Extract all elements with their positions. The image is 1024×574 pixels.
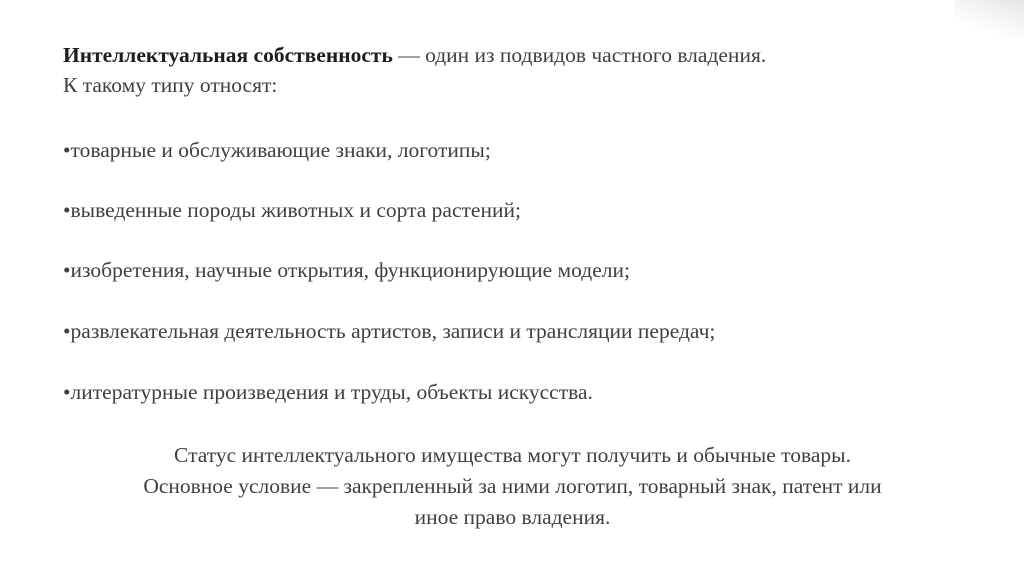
closing-line-2: Основное условие — закрепленный за ними логотип, товарный знак, патент или xyxy=(143,474,882,498)
closing-line-3: иное право владения. xyxy=(414,505,611,529)
lead-in-text: К такому типу относят: xyxy=(63,73,278,97)
list-item: •литературные произведения и труды, объекты искусства. xyxy=(63,380,593,404)
list-item: •развлекательная деятельность артистов, записи и трансляции передач; xyxy=(63,319,716,343)
list-item: •товарные и обслуживающие знаки, логотипы; xyxy=(63,138,491,162)
list-item: •выведенные породы животных и сорта растений; xyxy=(63,198,521,222)
term-definition: — один из подвидов частного владения. xyxy=(392,43,767,67)
closing-paragraph xyxy=(60,440,965,533)
term-bold: Интеллектуальная собственность xyxy=(63,43,393,67)
intro-paragraph xyxy=(63,40,963,100)
list-item: •изобретения, научные открытия, функционирующие модели; xyxy=(63,258,630,282)
page-corner-shadow xyxy=(954,0,1024,38)
closing-line-1: Статус интеллектуального имущества могут получить и обычные товары. xyxy=(174,443,851,467)
